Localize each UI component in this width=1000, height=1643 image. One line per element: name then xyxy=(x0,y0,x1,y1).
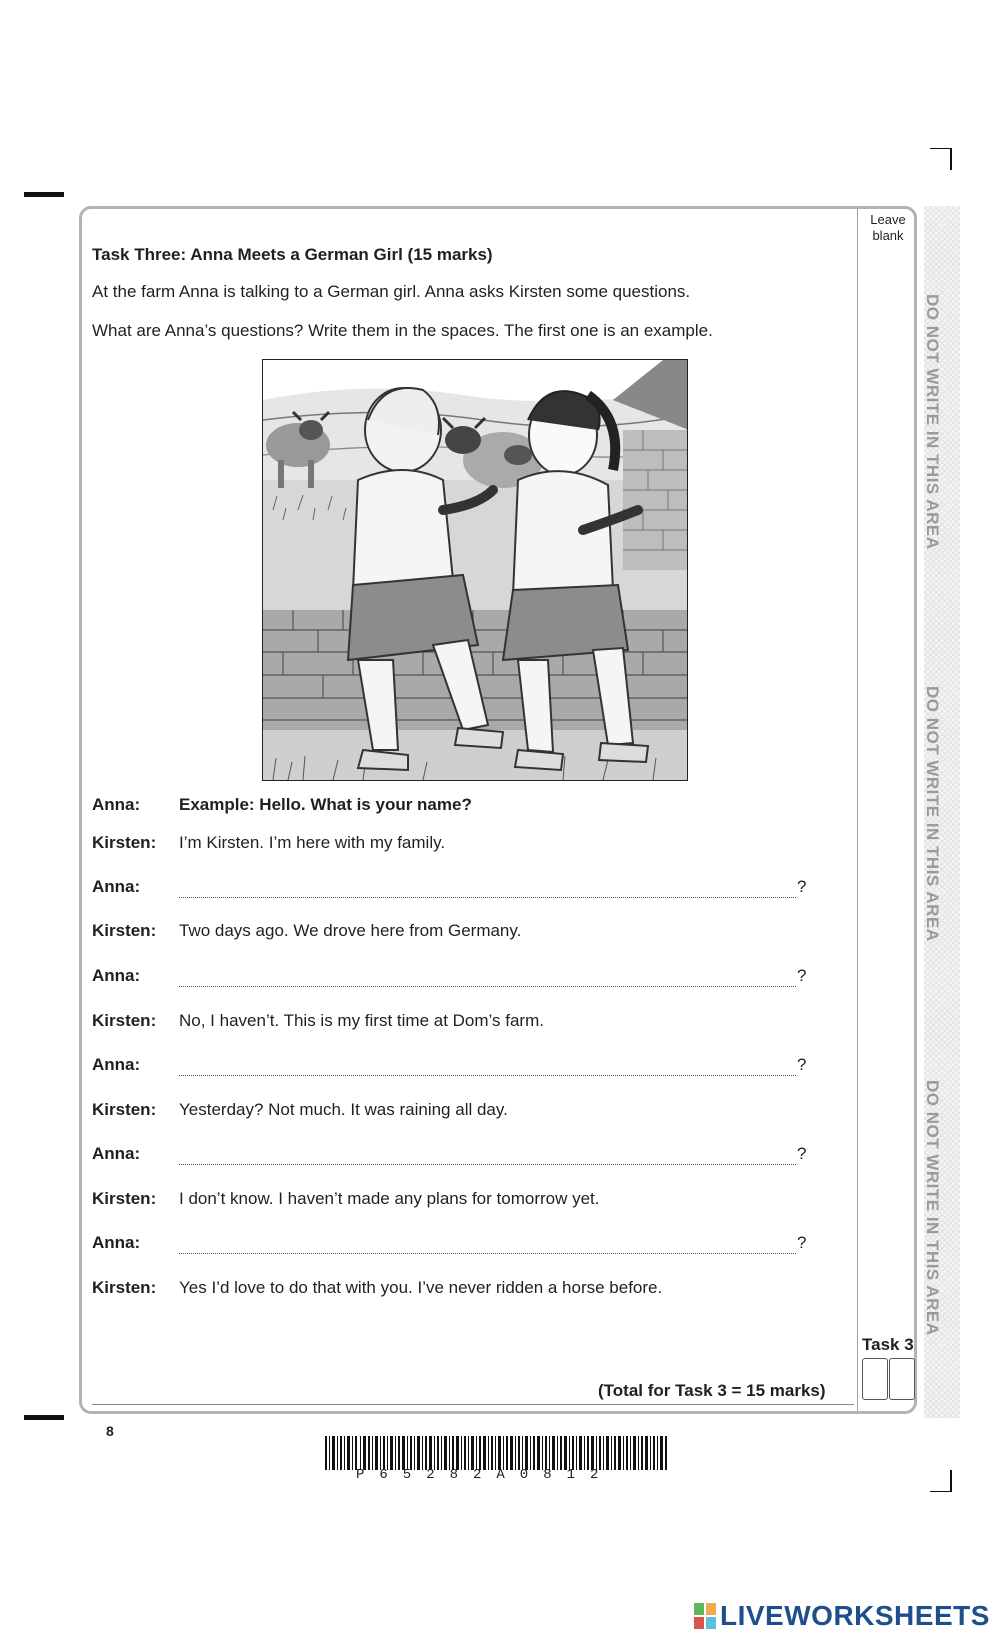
barcode-digits: P65282A0812 xyxy=(356,1467,614,1483)
speaker-anna: Anna: xyxy=(92,1055,141,1074)
question-mark: ? xyxy=(797,1233,807,1252)
crop-mark xyxy=(24,1415,64,1420)
speaker-anna: Anna: xyxy=(92,1233,141,1252)
mark-box-units[interactable] xyxy=(889,1358,915,1400)
speaker-kirsten: Kirsten: xyxy=(92,1011,157,1030)
bottom-rule xyxy=(92,1404,854,1405)
answer-line-3[interactable] xyxy=(179,1075,796,1076)
kirsten-reply: Yesterday? Not much. It was raining all day. xyxy=(179,1100,508,1119)
instruction-2: What are Anna’s questions? Write them in the spaces. The first one is an example. xyxy=(92,321,713,340)
mark-box-tens[interactable] xyxy=(862,1358,888,1400)
answer-line-5[interactable] xyxy=(179,1253,796,1254)
brand-name: LIVEWORKSHEETS xyxy=(720,1600,990,1631)
kirsten-reply: I’m Kirsten. I’m here with my family. xyxy=(179,833,446,852)
speaker-anna: Anna: xyxy=(92,966,141,985)
crop-mark xyxy=(24,192,64,197)
answer-line-1[interactable] xyxy=(179,897,796,898)
kirsten-reply: Yes I’d love to do that with you. I’ve never ridden a horse before. xyxy=(179,1278,663,1297)
side-notice-3: DO NOT WRITE IN THIS AREA xyxy=(923,1080,942,1336)
crop-mark xyxy=(950,1470,952,1492)
speaker-anna: Anna: xyxy=(92,795,141,814)
page-number: 8 xyxy=(106,1423,114,1439)
liveworksheets-brand xyxy=(694,1600,990,1632)
speaker-anna: Anna: xyxy=(92,877,141,896)
speaker-kirsten: Kirsten: xyxy=(92,921,157,940)
task-title: Task Three: Anna Meets a German Girl (15 marks) xyxy=(92,245,493,264)
task-total: (Total for Task 3 = 15 marks) xyxy=(598,1381,826,1400)
crop-mark xyxy=(930,148,950,149)
instruction-1: At the farm Anna is talking to a German girl. Anna asks Kirsten some questions. xyxy=(92,282,691,301)
kirsten-reply: No, I haven’t. This is my first time at Dom’s farm. xyxy=(179,1011,544,1030)
answer-line-4[interactable] xyxy=(179,1164,796,1165)
illustration-two-girls-on-wall xyxy=(262,359,688,781)
speaker-kirsten: Kirsten: xyxy=(92,1278,157,1297)
crop-mark xyxy=(950,148,952,170)
question-mark: ? xyxy=(797,1144,807,1163)
leave-blank-column-divider xyxy=(857,209,858,1411)
kirsten-reply: I don’t know. I haven’t made any plans for tomorrow yet. xyxy=(179,1189,600,1208)
answer-line-2[interactable] xyxy=(179,986,796,987)
task-3-label: Task 3 xyxy=(862,1335,914,1354)
question-mark: ? xyxy=(797,1055,807,1074)
question-mark: ? xyxy=(797,877,807,896)
speaker-kirsten: Kirsten: xyxy=(92,833,157,852)
speaker-kirsten: Kirsten: xyxy=(92,1189,157,1208)
side-notice-1: DO NOT WRITE IN THIS AREA xyxy=(923,294,942,550)
kirsten-reply: Two days ago. We drove here from Germany. xyxy=(179,921,522,940)
speaker-kirsten: Kirsten: xyxy=(92,1100,157,1119)
liveworksheets-logo-icon xyxy=(694,1603,716,1629)
speaker-anna: Anna: xyxy=(92,1144,141,1163)
barcode xyxy=(325,1436,669,1470)
question-mark: ? xyxy=(797,966,807,985)
crop-mark xyxy=(930,1491,950,1492)
leave-blank-label: Leave blank xyxy=(870,212,906,243)
side-notice-2: DO NOT WRITE IN THIS AREA xyxy=(923,686,942,942)
example-line: Example: Hello. What is your name? xyxy=(179,795,472,814)
